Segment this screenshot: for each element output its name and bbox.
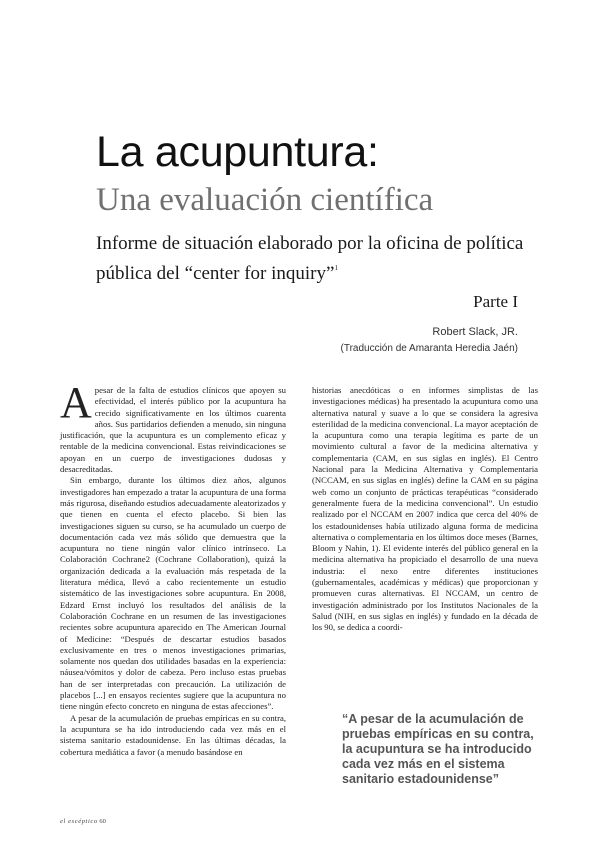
author-name: Robert Slack, JR. xyxy=(432,326,518,338)
article-lead xyxy=(96,232,536,286)
lead-text: Informe de situación elaborado por la oficina de política pública del “center for inquiry” xyxy=(96,233,524,284)
page-footer xyxy=(60,818,106,825)
body-paragraph: A pesar de la acumulación de pruebas empíricas en su contra, la acupuntura se ha ido introduciendo cada vez más en el sistema sanitario estadounidense. En las últimas décadas, la cobertura mediática a favor (a menudo basándose en xyxy=(60,712,286,757)
article-title: La acupuntura: xyxy=(96,128,379,176)
body-paragraph: historias anecdóticas o en informes simplistas de las investigaciones médicas) ha presentado la acupuntura como una alternativa natural y suave a lo que se considera la agresiva esterilidad de la medicina convencional. La mayor aceptación de la acupuntura como una terapia legítima es parte de un movimiento cultural a favor de la medicina alternativa y complementaria (CAM, en sus siglas en inglés). El Centro Nacional para la Medicina Alternativa y Complementaria (NCCAM, en sus siglas en inglés) define la CAM en su página web como un conjunto de prácticas terapéuticas “considerado generalmente fuera de la medicina convencional”. Un estudio realizado por el NCCAM en 2007 indica que cerca del 40% de los estadounidenses había utilizado alguna forma de medicina alternativa o complementaria en los últimos doce meses (Barnes, Bloom y Nahin, 1). El evidente interés del público general en la medicina alternativa ha propiciado el desarrollo de una nueva industria: el nexo entre diferentes instituciones (gubernamentales, académicas y médicas) que proporcionan y promueven curas alternativas. El NCCAM, un centro de investigación administrado por los Institutos Nacionales de la Salud (NIH, en sus siglas en inglés) y fundado en la década de los 90, se dedica a coordi- xyxy=(312,385,538,633)
text-column-right xyxy=(312,385,538,634)
part-label: Parte I xyxy=(473,292,518,311)
article-subtitle: Una evaluación científica xyxy=(96,182,434,218)
page-number: 60 xyxy=(99,818,106,825)
lead-footnote-marker: 1 xyxy=(334,264,338,272)
body-paragraph: Sin embargo, durante los últimos diez años, algunos investigadores han empezado a tratar la acupuntura de una forma más rigurosa, diseñando estudios adecuadamente aleatorizados y que tienen en cuenta el efecto placebo. Si bien las investigaciones siguen su curso, se ha acumulado un cuerpo de documentación cada vez más sólido que demuestra que la acupuntura no tiene ningún valor clínico intrínseco. La Colaboración Cochrane2 (Cochrane Collaboration), quizá la organización dedicada a la evaluación más respetada de la literatura médica, llevó a cabo recientemente un estudio sistemático de las investigaciones sobre acupuntura. En 2008, Edzard Ernst incluyó los resultados del análisis de la Colaboración Cochrane en un resumen de las investigaciones recientes sobre acupuntura aparecido en The American Journal of Medicine: “Después de descartar estudios basados exclusivamente en tres o menos investigaciones primarias, solamente nos quedan dos utilidades basadas en la experiencia: náusea/vómitos y dolor de cabeza. Pero incluso estas pruebas han de ser interpretadas con precaución. La utilización de placebos [...] en ensayos recientes sugiere que la acupuntura no tiene ningún efecto concreto en ninguna de estas afecciones”. xyxy=(60,475,287,712)
pull-quote: “A pesar de la acumulación de pruebas empíricas en su contra, la acupuntura se ha introducido cada vez más en el sistema sanitario estadounidense” xyxy=(342,712,534,786)
body-paragraph xyxy=(60,378,286,475)
translator-credit: (Traducción de Amaranta Heredia Jaén) xyxy=(340,343,518,354)
paragraph-text: pesar de la falta de estudios clínicos que apoyen su efectividad, el interés público por la acupuntura ha crecido significativamente en los últimos cuarenta años. Sus partidarios defienden a menudo, sin ninguna justificación, que la acupuntura es un complemento eficaz y rentable de la medicina convencional. Estas reivindicaciones se apoyan en un cuerpo de investigaciones dudosas y desacreditadas. xyxy=(60,385,286,475)
text-column-left xyxy=(60,378,287,758)
drop-cap: A xyxy=(60,378,92,427)
magazine-name: el escéptico xyxy=(60,818,98,825)
